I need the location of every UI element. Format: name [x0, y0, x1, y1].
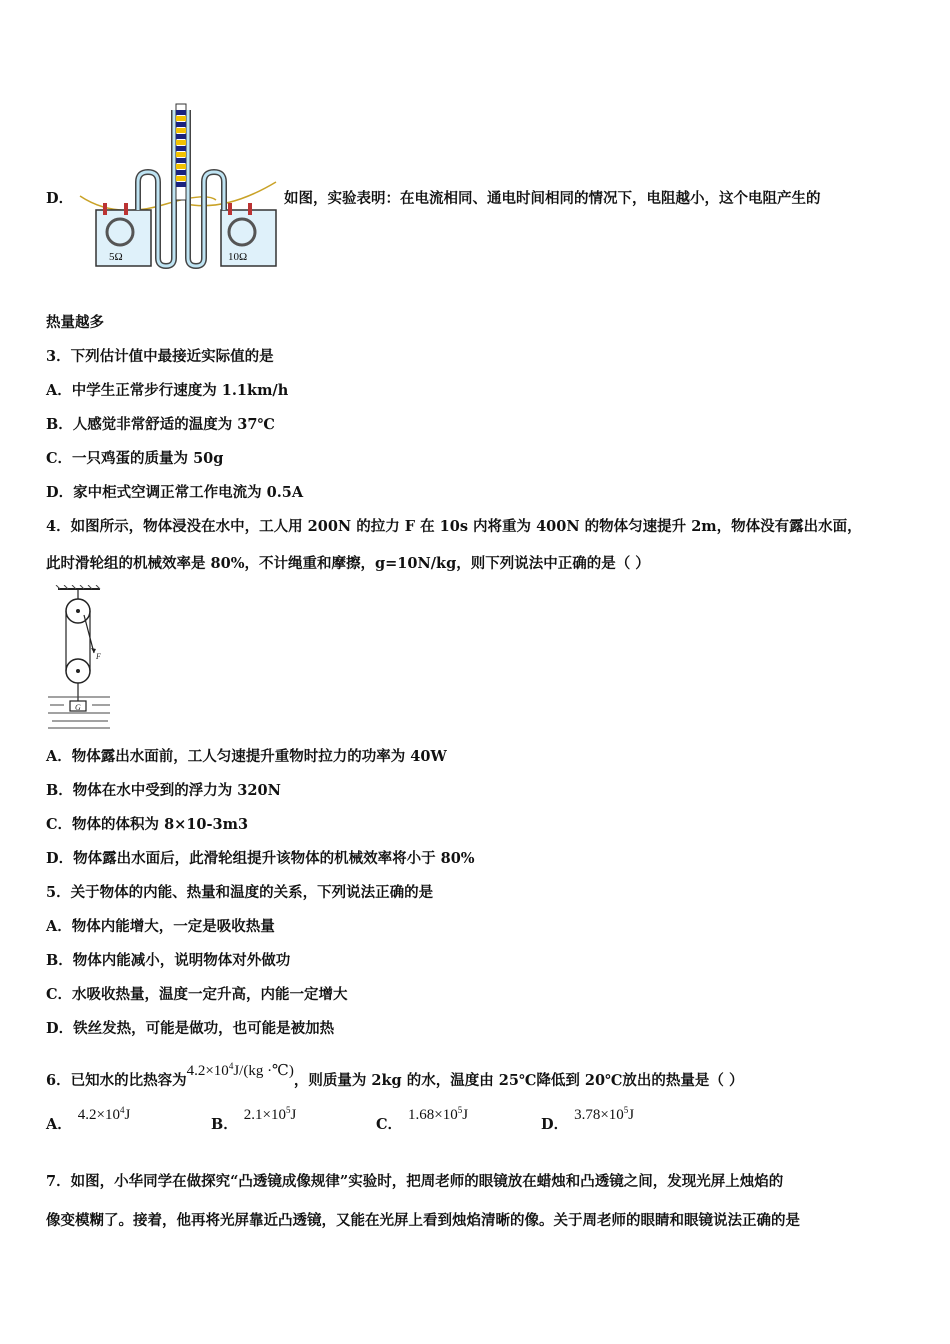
q6-choice-b: B．$2.1\times 10^5J$ [211, 1105, 297, 1133]
q6-choice-a: A．$4.2\times 10^4J$ [46, 1105, 131, 1133]
q6-choice-c: C．$1.68\times 10^5J$ [376, 1105, 469, 1133]
q3-option-c: C．一只鸡蛋的质量为 50g [46, 450, 224, 467]
q5-stem: 5．关于物体的内能、热量和温度的关系，下列说法正确的是 [46, 884, 434, 901]
q2-option-d-letter: D． [46, 190, 74, 207]
q6-stem-post: ，则质量为 2kg 的水，温度由 25℃降低到 20℃放出的热量是（ ） [293, 1072, 744, 1089]
q3-option-a: A．中学生正常步行速度为 1.1km/h [46, 382, 289, 399]
q6-stem-pre: 6．已知水的比热容为 [46, 1072, 187, 1089]
force-label: F [96, 652, 101, 661]
q4-option-b: B．物体在水中受到的浮力为 320N [46, 782, 281, 799]
q7-stem-line2: 像变模糊了。接着，他再将光屏靠近凸透镜，又能在光屏上看到烛焰清晰的像。关于周老师的眼睛和眼镜说法正确的是 [46, 1212, 800, 1229]
q6-specific-heat: $4.2\times 10^4J/(kg$ ·℃) [186, 1061, 294, 1079]
q5-option-a: A．物体内能增大，一定是吸收热量 [46, 918, 275, 935]
q5-option-b: B．物体内能减小，说明物体对外做功 [46, 952, 291, 969]
q2-option-d-text: 如图，实验表明：在电流相同、通电时间相同的情况下，电阻越小，这个电阻产生的 [284, 190, 821, 207]
q3-stem: 3．下列估计值中最接近实际值的是 [46, 348, 274, 365]
q4-option-c: C．物体的体积为 8×10-3m3 [46, 816, 249, 833]
left-resistor-label: 5Ω [109, 251, 123, 263]
q2-option-d-text-cont: 热量越多 [46, 314, 104, 331]
q5-option-c: C．水吸收热量，温度一定升高，内能一定增大 [46, 986, 348, 1003]
q6-choice-d: D．$3.78\times 10^5J$ [541, 1105, 635, 1133]
joule-heating-apparatus-figure [76, 100, 286, 270]
right-resistor-label: 10Ω [228, 251, 248, 263]
q4-option-a: A．物体露出水面前，工人匀速提升重物时拉力的功率为 40W [46, 748, 447, 765]
q5-option-d: D．铁丝发热，可能是做功，也可能是被加热 [46, 1020, 335, 1037]
q4-stem-line2: 此时滑轮组的机械效率是 80%，不计绳重和摩擦，g=10N/kg，则下列说法中正确的是（ ） [46, 555, 650, 572]
q4-stem-line1: 4．如图所示，物体浸没在水中，工人用 200N 的拉力 F 在 10s 内将重为 400N 的物体匀速提升 2m，物体没有露出水面， [46, 518, 862, 535]
pulley-system-figure [44, 585, 116, 731]
object-label: G [75, 703, 81, 712]
q7-stem-line1: 7．如图，小华同学在做探究“凸透镜成像规律”实验时，把周老师的眼镜放在蜡烛和凸透镜之间，发现光屏上烛焰的 [46, 1173, 784, 1190]
q3-option-d: D．家中柜式空调正常工作电流为 0.5A [46, 484, 304, 501]
q3-option-b: B．人感觉非常舒适的温度为 37℃ [46, 416, 275, 433]
q6-stem [46, 1061, 744, 1091]
q4-option-d: D．物体露出水面后，此滑轮组提升该物体的机械效率将小于 80% [46, 850, 475, 867]
